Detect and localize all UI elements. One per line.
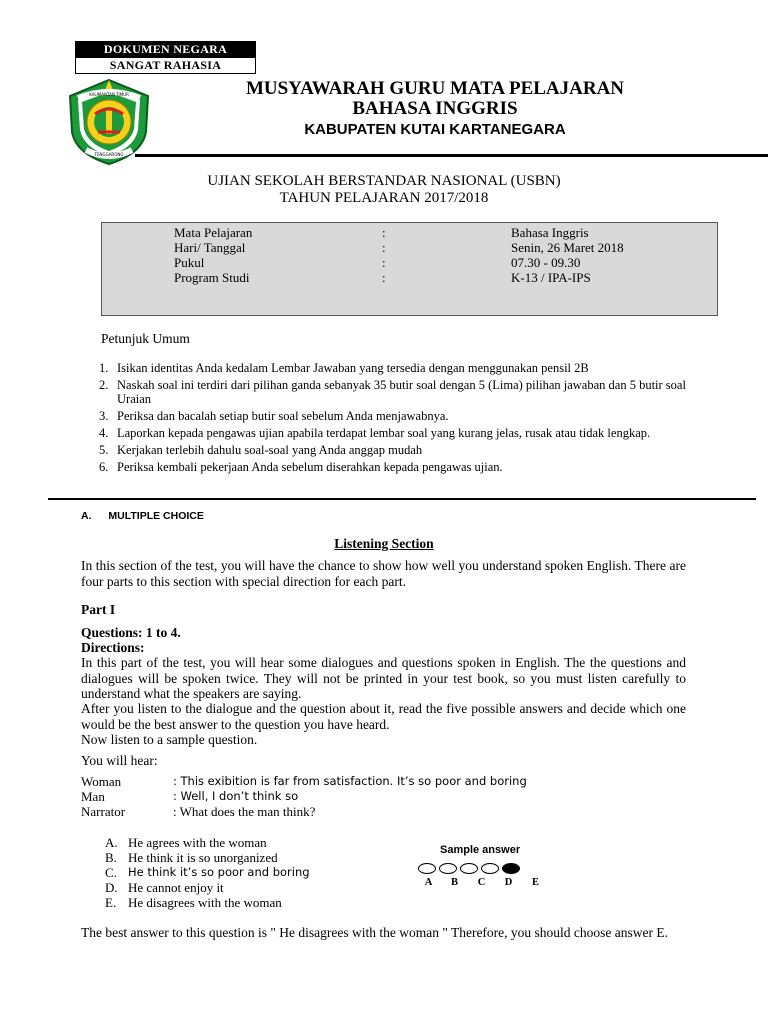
stamp-bottom: SANGAT RAHASIA xyxy=(76,57,255,73)
info-label: Mata Pelajaran xyxy=(174,225,253,240)
option-text: He think it’s so poor and boring xyxy=(128,865,310,879)
conclusion-paragraph: The best answer to this question is " He disagrees with the woman " Therefore, you should choose answer E. xyxy=(81,925,669,940)
answer-letter: C xyxy=(477,877,486,888)
answer-option xyxy=(105,850,405,865)
option-text: He disagrees with the woman xyxy=(128,895,282,910)
section-letter: A. xyxy=(81,510,92,522)
list-number: 6. xyxy=(99,459,109,474)
answer-options xyxy=(105,835,405,910)
info-value: 07.30 - 09.30 xyxy=(511,255,581,270)
dialogue-line xyxy=(81,804,601,819)
option-text: He think it is so unorganized xyxy=(128,850,278,865)
answer-option xyxy=(105,835,405,850)
answer-option xyxy=(105,880,405,895)
info-sep: : xyxy=(382,240,386,255)
list-number: 5. xyxy=(99,442,109,457)
directions-paragraph-2: After you listen to the dialogue and the question about it, read the five possible answers and decide which one would be the best answer to the question you have heard. xyxy=(81,701,686,732)
answer-bubble-c xyxy=(460,863,478,874)
info-row xyxy=(174,270,714,285)
answer-bubble-d xyxy=(481,863,499,874)
header-line3: KABUPATEN KUTAI KARTANEGARA xyxy=(304,121,566,138)
dialogue-speaker: Woman xyxy=(81,774,122,789)
answer-bubble-a xyxy=(418,863,436,874)
directions-paragraph-3: Now listen to a sample question. xyxy=(81,732,258,747)
option-letter: E. xyxy=(105,895,117,910)
list-number: 4. xyxy=(99,425,109,440)
section-divider xyxy=(48,498,756,500)
sample-answer-title: Sample answer xyxy=(440,844,521,856)
dialogue-text: : What does the man think? xyxy=(173,804,316,819)
info-label: Pukul xyxy=(174,255,205,270)
emblem-top-text: KALIMANTAN TIMUR xyxy=(89,92,129,97)
info-label: Program Studi xyxy=(174,270,250,285)
sample-dialogue xyxy=(81,774,601,822)
info-value: K-13 / IPA-IPS xyxy=(511,270,591,285)
you-will-hear: You will hear: xyxy=(81,753,158,768)
list-text: Periksa kembali pekerjaan Anda sebelum diserahkan kepada pengawas ujian. xyxy=(117,459,503,474)
dialogue-line xyxy=(81,789,601,804)
petunjuk-list xyxy=(99,362,689,478)
answer-option xyxy=(105,895,405,910)
stamp-top: DOKUMEN NEGARA xyxy=(76,42,255,57)
sample-answer-letters xyxy=(418,877,546,888)
questions-range: Questions: 1 to 4. xyxy=(81,625,181,640)
section-heading xyxy=(81,510,204,522)
answer-letter: D xyxy=(504,877,513,888)
list-number: 2. xyxy=(99,378,109,392)
directions-label: Directions: xyxy=(81,640,145,655)
exam-year: TAHUN PELAJARAN 2017/2018 xyxy=(279,190,489,206)
list-text: Naskah soal ini terdiri dari pilihan ganda sebanyak 35 butir soal dengan 5 (Lima) pilihan jawaban dan 5 butir soal Uraian xyxy=(117,378,686,406)
list-item xyxy=(99,410,689,424)
listening-intro: In this section of the test, you will have the chance to show how well you understand spoken English. There are four parts to this section with special direction for each part. xyxy=(81,558,686,589)
answer-letter: B xyxy=(450,877,458,888)
document-classification-stamp xyxy=(75,41,256,74)
header-divider xyxy=(135,154,768,157)
dialogue-text: : This exibition is far from satisfaction. It’s so poor and boring xyxy=(173,774,527,788)
directions-paragraph-1: In this part of the test, you will hear some dialogues and questions spoken in English. The the questions and dialogues will be spoken twice. They will not be printed in your test book, so you must listen carefully to understand what the speakers are saying. xyxy=(81,655,686,701)
info-row xyxy=(174,240,714,255)
info-value: Bahasa Inggris xyxy=(511,225,589,240)
dialogue-line xyxy=(81,774,601,789)
dialogue-speaker: Narrator xyxy=(81,804,126,819)
list-item xyxy=(99,427,689,441)
dialogue-text: : Well, I don’t think so xyxy=(173,789,299,803)
option-text: He agrees with the woman xyxy=(128,835,267,850)
list-item xyxy=(99,444,689,458)
header-line1: MUSYAWARAH GURU MATA PELAJARAN xyxy=(245,78,625,99)
listening-title: Listening Section xyxy=(334,536,434,551)
info-sep: : xyxy=(382,225,386,240)
list-item xyxy=(99,362,689,376)
list-number: 3. xyxy=(99,408,109,423)
emblem-bottom-text: TENGGARONG xyxy=(94,152,124,157)
info-label: Hari/ Tanggal xyxy=(174,240,246,255)
answer-letter: E xyxy=(531,877,539,888)
petunjuk-title: Petunjuk Umum xyxy=(101,331,190,346)
answer-bubble-e-filled xyxy=(502,863,520,874)
header-line2: BAHASA INGGRIS xyxy=(352,98,518,119)
option-text: He cannot enjoy it xyxy=(128,880,224,895)
option-letter: A. xyxy=(105,835,118,850)
list-item xyxy=(99,461,689,475)
list-text: Kerjakan terlebih dahulu soal-soal yang Anda anggap mudah xyxy=(117,442,423,457)
part-title: Part I xyxy=(81,602,116,617)
answer-option xyxy=(105,865,405,880)
info-sep: : xyxy=(382,270,386,285)
info-sep: : xyxy=(382,255,386,270)
option-letter: B. xyxy=(105,850,117,865)
info-row xyxy=(174,255,714,270)
answer-bubble-b xyxy=(439,863,457,874)
exam-title: UJIAN SEKOLAH BERSTANDAR NASIONAL (USBN) xyxy=(207,173,561,189)
option-letter: C. xyxy=(105,865,117,880)
list-number: 1. xyxy=(99,361,109,375)
exam-info-table xyxy=(174,225,714,285)
section-title: MULTIPLE CHOICE xyxy=(108,510,204,522)
list-text: Periksa dan bacalah setiap butir soal sebelum Anda menjawabnya. xyxy=(117,408,449,423)
dialogue-speaker: Man xyxy=(81,789,105,804)
option-letter: D. xyxy=(105,880,118,895)
answer-letter: A xyxy=(424,877,433,888)
info-value: Senin, 26 Maret 2018 xyxy=(511,240,624,255)
info-row xyxy=(174,225,714,240)
list-text: Isikan identitas Anda kedalam Lembar Jawaban yang tersedia dengan menggunakan pensil 2B xyxy=(117,361,589,375)
list-item xyxy=(99,379,689,406)
list-text: Laporkan kepada pengawas ujian apabila terdapat lembar soal yang kurang jelas, rusak atau tidak lengkap. xyxy=(117,425,651,440)
